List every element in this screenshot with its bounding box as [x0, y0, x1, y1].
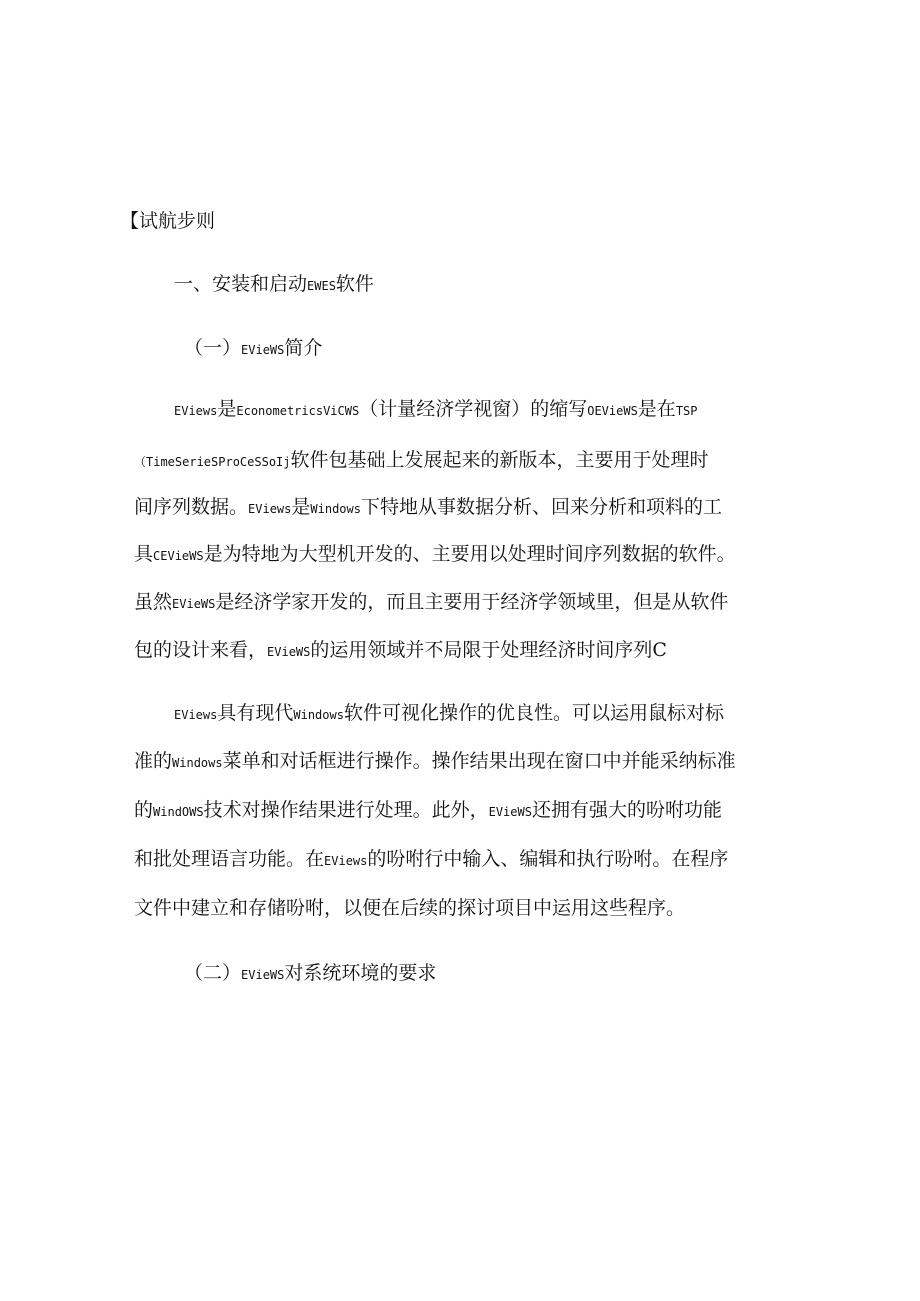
- subheading-2-prefix: （二）: [184, 962, 242, 984]
- p1-text: 是为特地为大型机开发的、主要用以处理时间序列数据的软件。: [203, 543, 736, 565]
- p1-code: EVieWS: [267, 645, 311, 659]
- p1-line-1: [174, 396, 698, 424]
- p1-text: 是在: [637, 398, 676, 420]
- p1-text: 间序列数据。: [134, 496, 249, 518]
- subheading-1-prefix: （一）: [184, 337, 242, 359]
- p1-code: EVieWS: [172, 597, 216, 611]
- p2-text: 的: [134, 799, 154, 821]
- p1-code: EViews: [174, 404, 218, 418]
- p1-code: TSP: [675, 404, 698, 418]
- p1-text: 的运用领域并不局限于处理经济时间序列C: [310, 639, 667, 661]
- section-heading-text: 【试航步则: [120, 210, 216, 232]
- p1-code: CEVieWS: [153, 549, 204, 563]
- p1-code: EViews: [248, 502, 292, 516]
- subheading-2-code: EVieWS: [241, 968, 285, 982]
- p2-code: EViews: [174, 708, 218, 722]
- p2-text: 和批处理语言功能。在: [134, 848, 325, 870]
- p2-text: 软件可视化操作的优良性。可以运用鼠标对标: [343, 702, 724, 724]
- p1-line-2: [134, 447, 709, 475]
- p2-text: 准的: [134, 750, 173, 772]
- p1-code: OEVieWS: [587, 404, 638, 418]
- p1-text: 包的设计来看，: [134, 639, 268, 661]
- p1-code: Windows: [310, 502, 361, 516]
- p1-text: （计量经济学视窗）的缩写: [359, 398, 588, 420]
- p1-code: EconometricsViCWS: [236, 404, 360, 418]
- p2-text: 的吩咐行中输入、编辑和执行吩咐。在程序: [367, 848, 729, 870]
- p2-code: EVieWS: [488, 805, 532, 819]
- p1-code: （TimeSerieSProCeSSoIj: [134, 455, 291, 469]
- p1-line-5: [134, 589, 728, 617]
- p2-code: WindOWS: [153, 805, 204, 819]
- p2-code: Windows: [172, 756, 223, 770]
- p1-text: 具: [134, 543, 154, 565]
- p1-text: 软件包基础上发展起来的新版本，主要用于处理时: [290, 449, 709, 471]
- p1-text: 是: [291, 496, 311, 518]
- p1-text: 虽然: [134, 591, 173, 613]
- heading-1-code: EWES: [307, 279, 336, 293]
- p2-line-3: [134, 797, 722, 825]
- heading-install-start: [174, 271, 374, 299]
- p2-text: 技术对操作结果进行处理。此外，: [203, 799, 489, 821]
- p2-code: Windows: [293, 708, 344, 722]
- p2-line-4: [134, 846, 728, 874]
- subheading-1-code: EVieWS: [241, 343, 285, 357]
- subheading-system-requirements: [184, 960, 436, 988]
- subheading-2-suffix: 对系统环境的要求: [284, 962, 437, 984]
- p1-line-4: [134, 541, 736, 569]
- p1-text: 是经济学家开发的，而且主要用于经济学领域里，但是从软件: [215, 591, 729, 613]
- p1-text: 是: [217, 398, 237, 420]
- p2-text: 具有现代: [217, 702, 294, 724]
- p2-line-1: [174, 700, 724, 728]
- p2-text: 菜单和对话框进行操作。操作结果出现在窗口中并能采纳标准: [222, 750, 736, 772]
- p2-code: EViews: [324, 854, 368, 868]
- section-heading: [120, 208, 215, 234]
- p2-text: 还拥有强大的吩咐功能: [531, 799, 722, 821]
- subheading-1-suffix: 简介: [284, 337, 323, 359]
- p1-line-6: [134, 637, 667, 665]
- p2-line-2: [134, 748, 736, 776]
- heading-1-prefix: 一、安装和启动: [174, 273, 308, 295]
- p2-text: 文件中建立和存储吩咐，以便在后续的探讨项目中运用这些程序。: [134, 897, 686, 919]
- p2-line-5: [134, 895, 685, 921]
- p1-text: 下特地从事数据分析、回来分析和项料的工: [360, 496, 722, 518]
- heading-1-suffix: 软件: [335, 273, 374, 295]
- subheading-eviews-intro: [184, 335, 322, 363]
- p1-line-3: [134, 494, 722, 522]
